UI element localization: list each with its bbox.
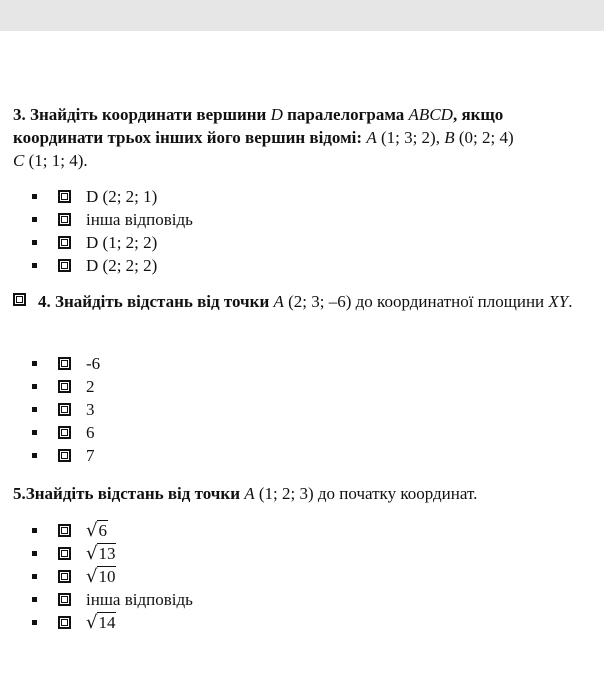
bullet-icon (32, 263, 37, 268)
top-toolbar (0, 0, 604, 31)
checkbox-icon[interactable] (58, 236, 71, 249)
bullet-icon (32, 528, 37, 533)
checkbox-icon[interactable] (58, 213, 71, 226)
checkbox-icon[interactable] (58, 403, 71, 416)
checkbox-icon[interactable] (58, 547, 71, 560)
bullet-icon (32, 597, 37, 602)
checkbox-icon[interactable] (58, 616, 71, 629)
bullet-icon (32, 453, 37, 458)
bullet-icon (32, 240, 37, 245)
bullet-icon (32, 551, 37, 556)
sqrt-10: √10 (86, 566, 116, 587)
question-4: 4. Знайдіть відстань від точки A (2; 3; –6) до координатної площини XY. (13, 290, 583, 313)
question-3: 3. Знайдіть координати вершини D паралелограма ABCD, якщо координати трьох інших його вершин відомі: A (1; 3; 2), B (0; 2; 4) C (1; 1; 4). (13, 105, 514, 170)
bullet-icon (32, 217, 37, 222)
question-5-number: 5. (13, 484, 26, 503)
question-3-number: 3 (13, 105, 22, 124)
sqrt-13: √13 (86, 543, 116, 564)
question-4-number: 4. (38, 292, 51, 311)
checkbox-icon[interactable] (13, 293, 26, 306)
checkbox-icon[interactable] (58, 357, 71, 370)
sqrt-6: √6 (86, 520, 107, 541)
checkbox-icon[interactable] (58, 426, 71, 439)
bullet-icon (32, 361, 37, 366)
bullet-icon (32, 194, 37, 199)
checkbox-icon[interactable] (58, 190, 71, 203)
checkbox-icon[interactable] (58, 380, 71, 393)
checkbox-icon[interactable] (58, 570, 71, 583)
sqrt-14: √14 (86, 612, 116, 633)
bullet-icon (32, 384, 37, 389)
question-5: 5.Знайдіть відстань від точки A (1; 2; 3) до початку координат. (13, 484, 478, 503)
bullet-icon (32, 430, 37, 435)
checkbox-icon[interactable] (58, 259, 71, 272)
checkbox-icon[interactable] (58, 524, 71, 537)
checkbox-icon[interactable] (58, 449, 71, 462)
bullet-icon (32, 574, 37, 579)
bullet-icon (32, 620, 37, 625)
checkbox-icon[interactable] (58, 593, 71, 606)
bullet-icon (32, 407, 37, 412)
